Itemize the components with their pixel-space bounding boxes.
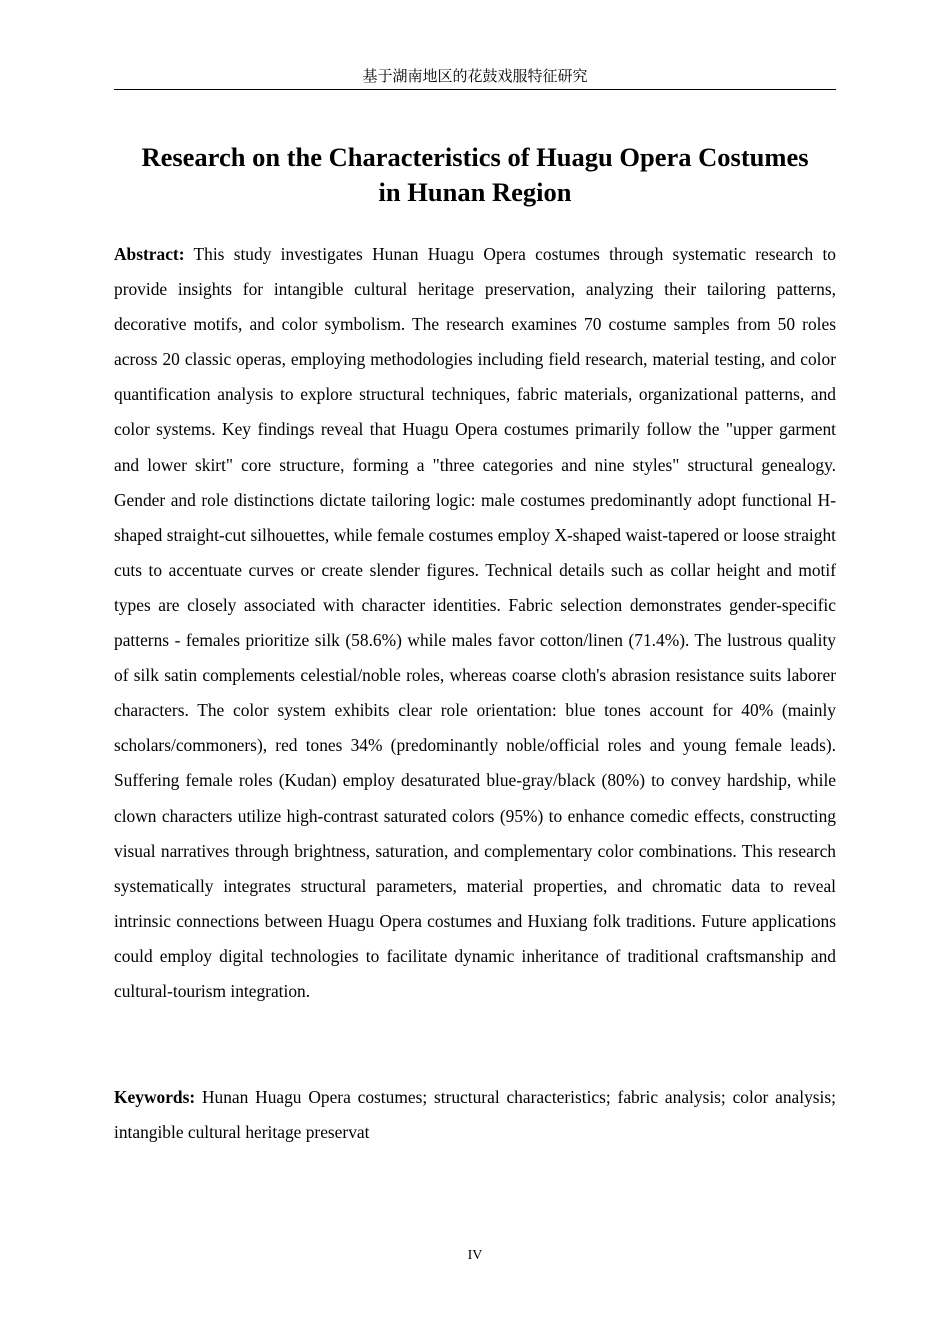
keywords-paragraph: [114, 1080, 836, 1150]
abstract-label: Abstract:: [114, 244, 185, 264]
page-number: IV: [467, 1248, 483, 1263]
keywords-label: Keywords:: [114, 1087, 196, 1107]
paper-title-line-1: Research on the Characteristics of Huagu Opera Costumes: [141, 142, 809, 172]
abstract-text: This study investigates Hunan Huagu Opera costumes through systematic research to provide insights for intangible cultural heritage preservation, analyzing their tailoring patterns, decorative motifs, and color symbolism. The research examines 70 costume samples from 50 roles across 20 classic operas, employing methodologies including field research, material testing, and color quantification analysis to explore structural techniques, fabric materials, organizational patterns, and color systems. Key findings reveal that Huagu Opera costumes primarily follow the "upper garment and lower skirt" core structure, forming a "three categories and nine styles" structural genealogy. Gender and role distinctions dictate tailoring logic: male costumes predominantly adopt functional H-shaped straight-cut silhouettes, while female costumes employ X-shaped waist-tapered or loose straight cuts to accentuate curves or create slender figures. Technical details such as collar height and motif types are closely associated with character identities. Fabric selection demonstrates gender-specific patterns - females prioritize silk (58.6%) while males favor cotton/linen (71.4%). The lustrous quality of silk satin complements celestial/noble roles, whereas coarse cloth's abrasion resistance suits laborer characters. The color system exhibits clear role orientation: blue tones account for 40% (mainly scholars/commoners), red tones 34% (predominantly noble/official roles and young female leads). Suffering female roles (Kudan) employ desaturated blue-gray/black (80%) to convey hardship, while clown characters utilize high-contrast saturated colors (95%) to enhance comedic effects, constructing visual narratives through brightness, saturation, and complementary color combinations. This research systematically integrates structural parameters, material properties, and chromatic data to reveal intrinsic connections between Huagu Opera costumes and Huxiang folk traditions. Future applications could employ digital technologies to facilitate dynamic inheritance of traditional craftsmanship and cultural-tourism integration.: [114, 244, 836, 1001]
running-header: 基于湖南地区的花鼓戏服特征研究: [114, 66, 836, 90]
abstract-paragraph: [114, 237, 836, 1009]
keywords-text: Hunan Huagu Opera costumes; structural characteristics; fabric analysis; color analysis; intangible cultural heritage preservat: [114, 1087, 836, 1142]
paper-title-line-2: in Hunan Region: [378, 177, 572, 207]
paper-title: [100, 140, 850, 210]
